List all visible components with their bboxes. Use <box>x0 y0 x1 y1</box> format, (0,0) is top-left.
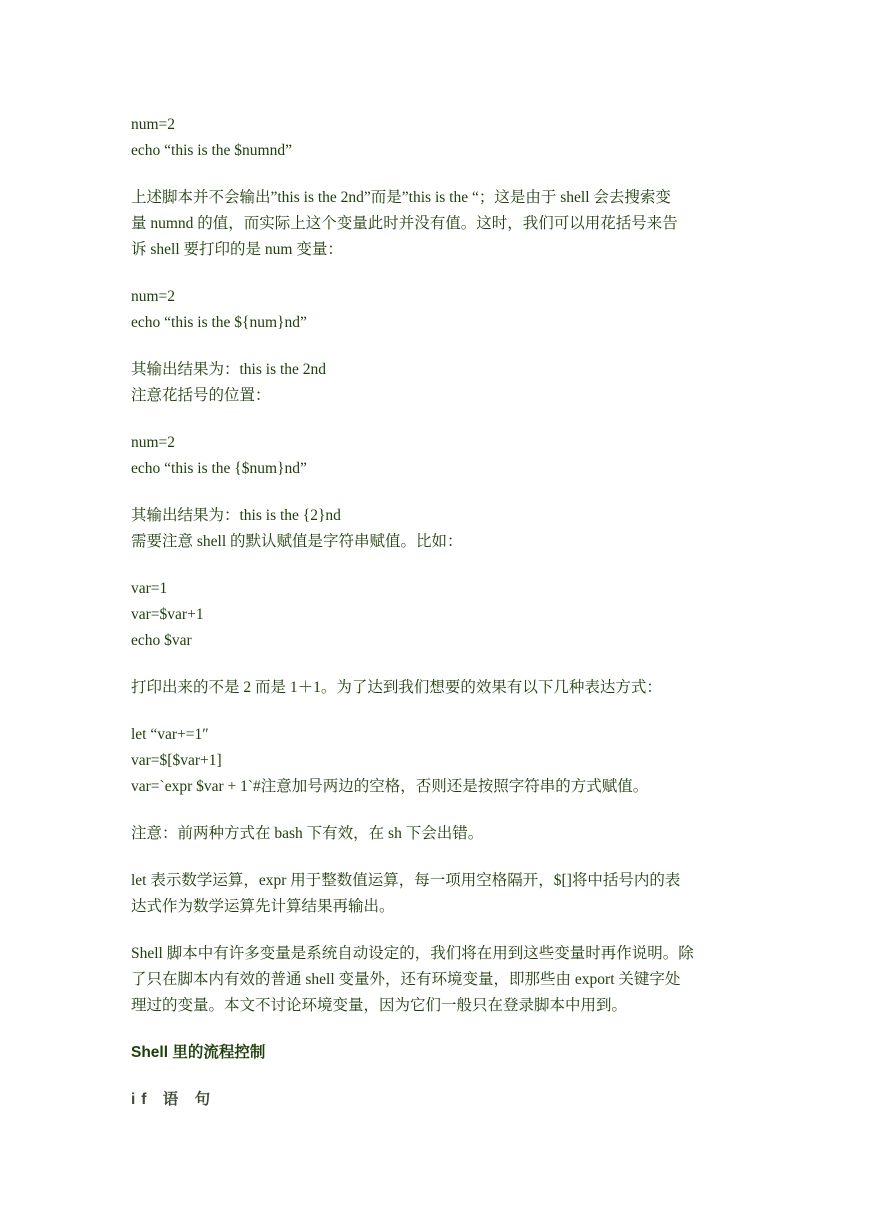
paragraph-line: 了只在脚本内有效的普通 shell 变量外，还有环境变量，即那些由 export 关键字处 <box>131 971 681 988</box>
code-block-var <box>131 576 741 654</box>
code-line: let “var+=1″ <box>131 726 209 743</box>
code-line: var=$[$var+1] <box>131 752 222 769</box>
paragraph-print-result: 打印出来的不是 2 而是 1＋1。为了达到我们想要的效果有以下几种表达方式： <box>131 679 662 696</box>
paragraph-line: let 表示数学运算，expr 用于整数值运算，每一项用空格隔开，$[]将中括号内的表 <box>131 872 681 889</box>
document-page <box>131 112 741 1113</box>
result-text <box>131 503 741 555</box>
code-block-braces <box>131 284 741 336</box>
code-line: echo “this is the $numnd” <box>131 142 292 159</box>
code-line: num=2 <box>131 288 176 305</box>
code-line: echo “this is the ${num}nd” <box>131 314 307 331</box>
paragraph-line: 达式作为数学运算先计算结果再输出。 <box>131 898 395 915</box>
section-heading: Shell 里的流程控制 <box>131 1044 266 1061</box>
paragraph-line: 量 numnd 的值，而实际上这个变量此时并没有值。这时，我们可以用花括号来告 <box>131 215 678 232</box>
subsection-heading: if 语 句 <box>131 1091 217 1108</box>
paragraph-line: 上述脚本并不会输出”this is the 2nd”而是”this is the “；这是由于 shell 会去搜索变 <box>131 189 671 206</box>
result-line: 需要注意 shell 的默认赋值是字符串赋值。比如： <box>131 533 463 550</box>
result-line: 其输出结果为：this is the 2nd <box>131 361 327 378</box>
result-line: 其输出结果为：this is the {2}nd <box>131 507 341 524</box>
code-line: num=2 <box>131 116 176 133</box>
code-line: var=$var+1 <box>131 606 204 623</box>
code-block-wrong-braces <box>131 430 741 482</box>
result-line: 注意花括号的位置： <box>131 387 271 404</box>
paragraph-note: 注意：前两种方式在 bash 下有效，在 sh 下会出错。 <box>131 825 484 842</box>
paragraph-line: 诉 shell 要打印的是 num 变量： <box>131 241 343 258</box>
code-block-arithmetic <box>131 722 741 800</box>
paragraph-explanation <box>131 185 741 263</box>
paragraph-let-expr <box>131 868 741 920</box>
code-line: echo “this is the {$num}nd” <box>131 460 307 477</box>
paragraph-env-vars <box>131 941 741 1019</box>
code-line: num=2 <box>131 434 176 451</box>
result-text <box>131 357 741 409</box>
code-line: echo $var <box>131 632 192 649</box>
paragraph-line: Shell 脚本中有许多变量是系统自动设定的，我们将在用到这些变量时再作说明。除 <box>131 945 694 962</box>
code-line: var=`expr $var + 1`#注意加号两边的空格，否则还是按照字符串的方式赋值。 <box>131 778 649 795</box>
code-line: var=1 <box>131 580 168 597</box>
code-block-numnd <box>131 112 741 164</box>
paragraph-line: 理过的变量。本文不讨论环境变量，因为它们一般只在登录脚本中用到。 <box>131 997 628 1014</box>
